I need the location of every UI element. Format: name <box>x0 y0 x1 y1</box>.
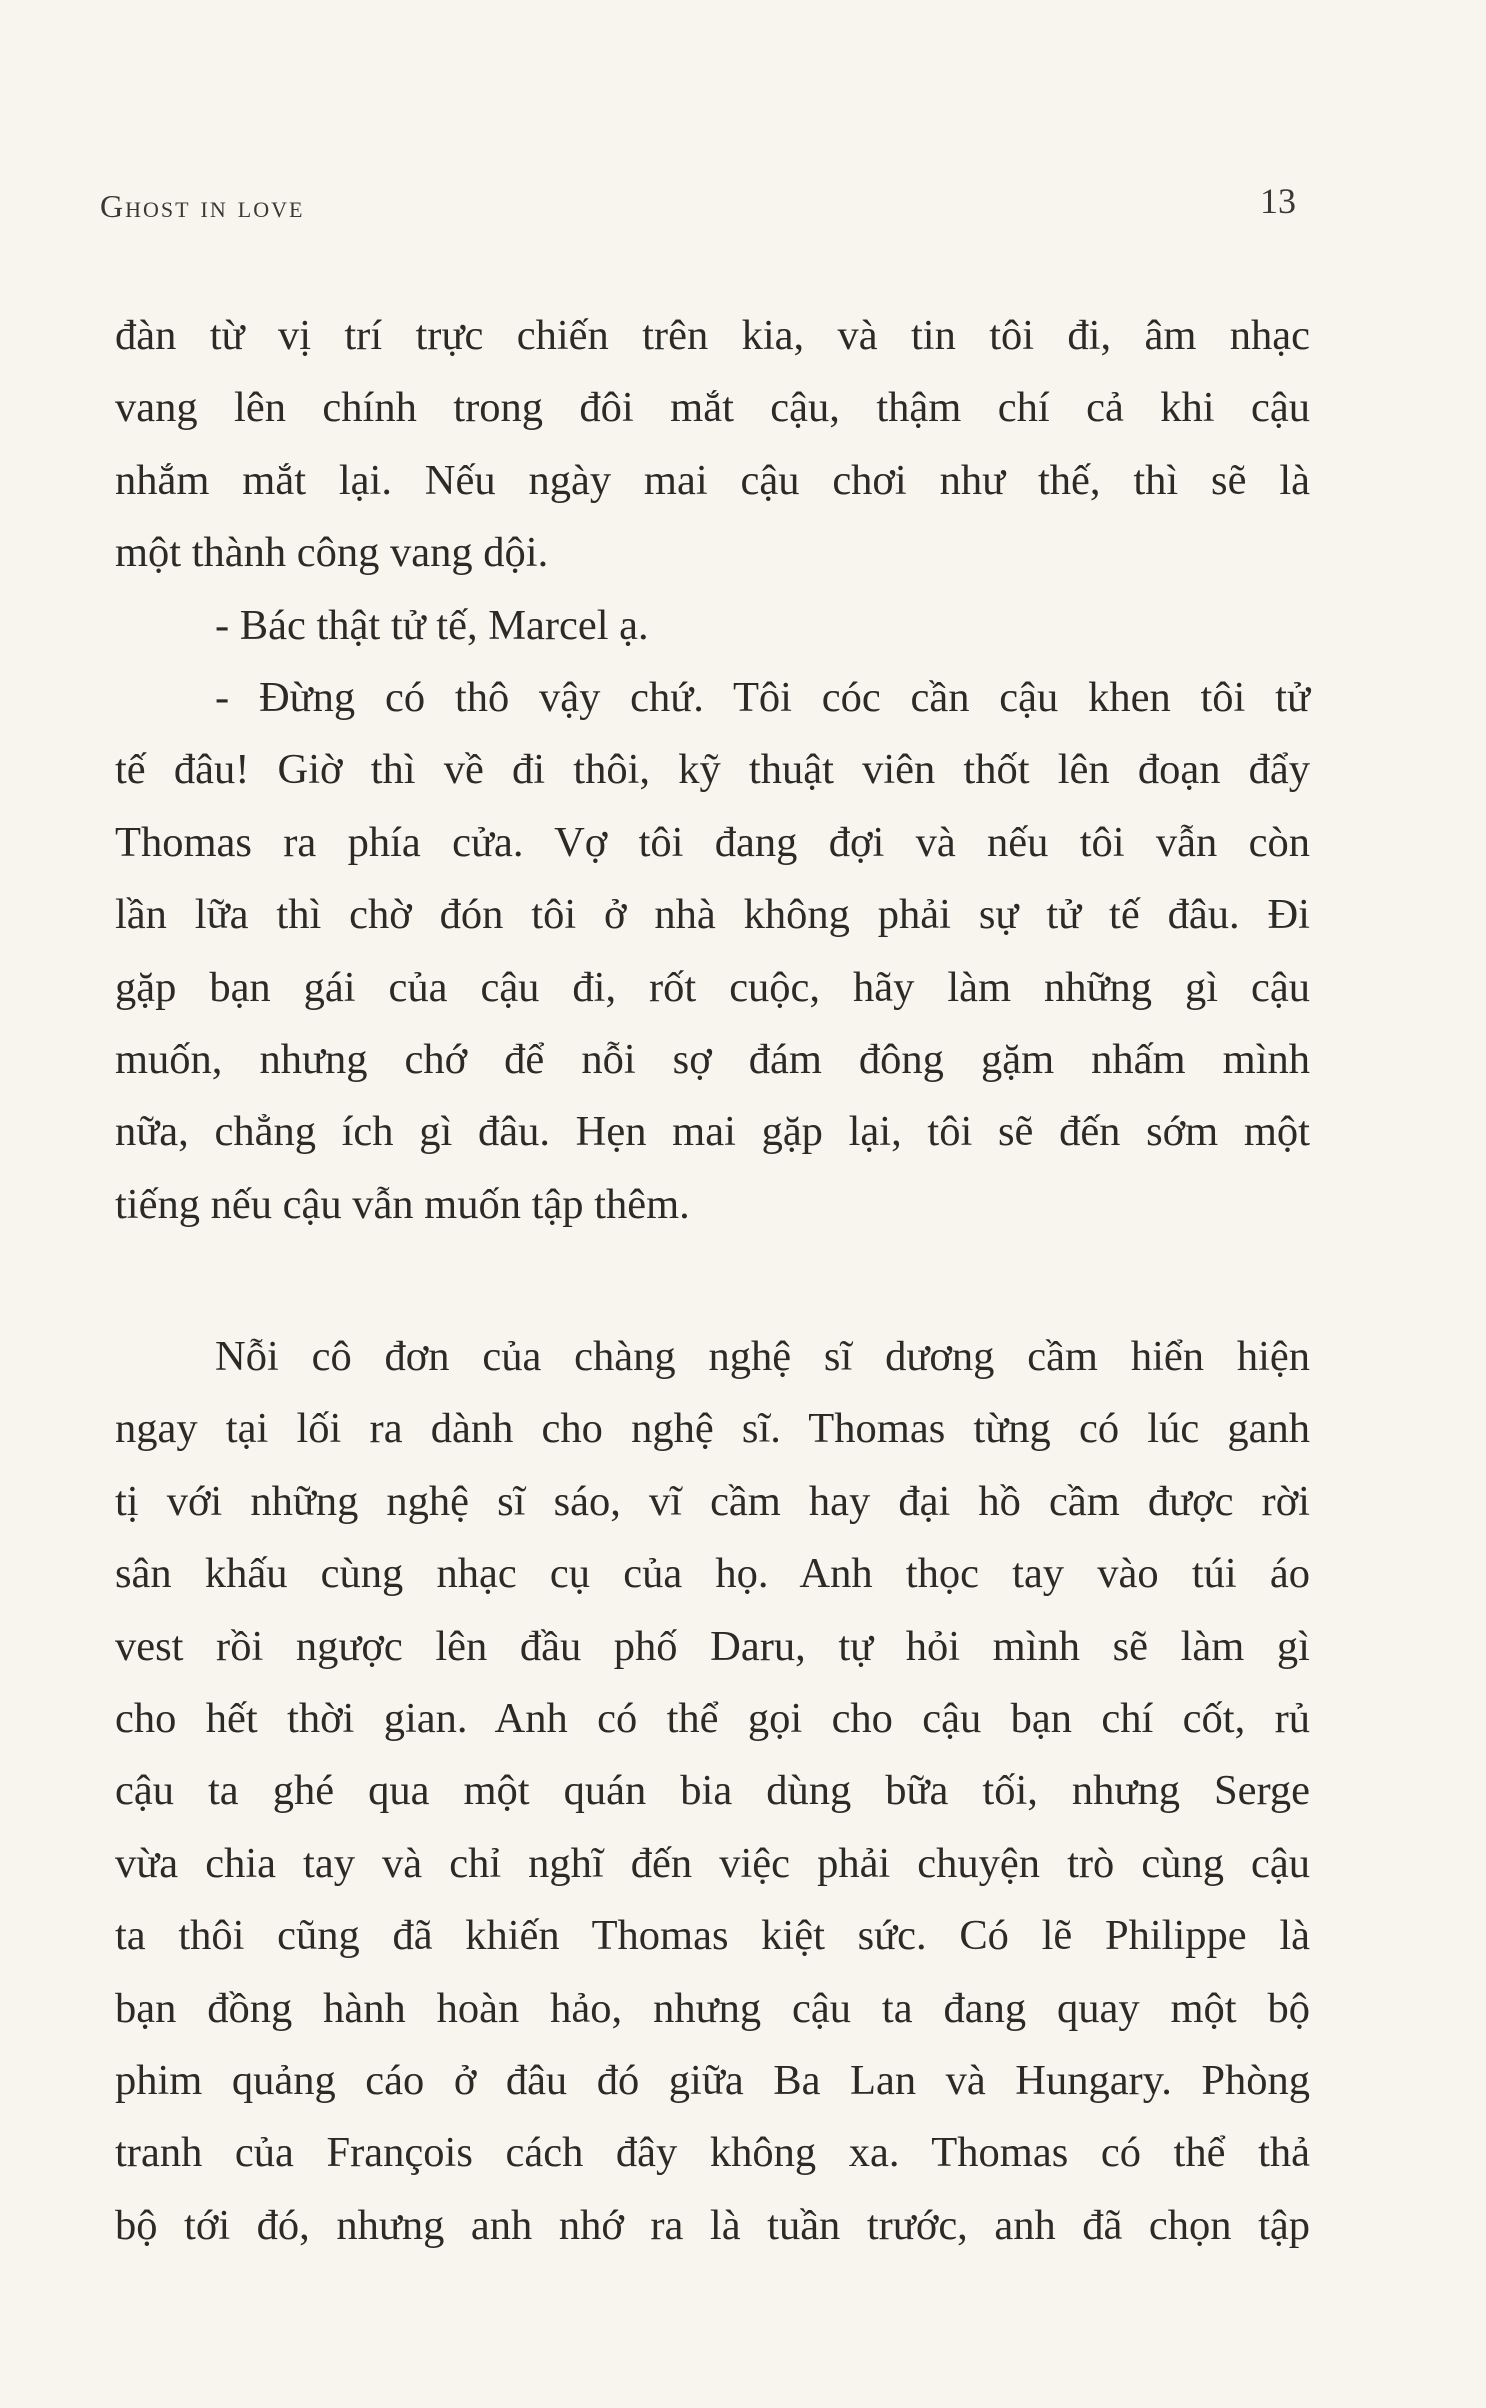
text-line: tiếng nếu cậu vẫn muốn tập thêm. <box>115 1180 690 1228</box>
text-line: bộ tới đó, nhưng anh nhớ ra là tuần trước, anh đã chọn tập <box>115 2201 1310 2249</box>
text-line: tế đâu! Giờ thì về đi thôi, kỹ thuật viên thốt lên đoạn đẩy <box>115 746 1310 794</box>
text-line: ta thôi cũng đã khiến Thomas kiệt sức. Có lẽ Philippe là <box>115 1912 1310 1960</box>
text-line: muốn, nhưng chớ để nỗi sợ đám đông gặm nhấm mình <box>115 1035 1310 1083</box>
text-line: vest rồi ngược lên đầu phố Daru, tự hỏi mình sẽ làm gì <box>115 1622 1310 1670</box>
text-line: một thành công vang dội. <box>115 529 549 577</box>
text-line: đàn từ vị trí trực chiến trên kia, và tin tôi đi, âm nhạc <box>115 312 1310 359</box>
text-line: Thomas ra phía cửa. Vợ tôi đang đợi và nếu tôi vẫn còn <box>115 818 1310 866</box>
page-number: 13 <box>1260 181 1296 221</box>
section-break <box>115 1241 1310 1321</box>
page-body <box>115 300 1310 2262</box>
running-title: Ghost in love <box>100 188 305 224</box>
text-line: vang lên chính trong đôi mắt cậu, thậm chí cả khi cậu <box>115 384 1310 432</box>
dialogue-line: - Đừng có thô vậy chứ. Tôi cóc cần cậu khen tôi tử <box>215 673 1310 721</box>
text-line: nữa, chẳng ích gì đâu. Hẹn mai gặp lại, tôi sẽ đến sớm một <box>115 1108 1310 1156</box>
text-line: nhắm mắt lại. Nếu ngày mai cậu chơi như thế, thì sẽ là <box>115 456 1310 504</box>
text-line: tranh của François cách đây không xa. Thomas có thể thả <box>115 2129 1310 2177</box>
paragraph-first-line: Nỗi cô đơn của chàng nghệ sĩ dương cầm hiển hiện <box>215 1333 1310 1381</box>
text-line: gặp bạn gái của cậu đi, rốt cuộc, hãy làm những gì cậu <box>115 963 1310 1011</box>
text-line: cậu ta ghé qua một quán bia dùng bữa tối, nhưng Serge <box>115 1767 1310 1815</box>
dialogue-line: - Bác thật tử tế, Marcel ạ. <box>215 601 649 649</box>
text-line: cho hết thời gian. Anh có thể gọi cho cậu bạn chí cốt, rủ <box>115 1695 1310 1743</box>
text-line: ngay tại lối ra dành cho nghệ sĩ. Thomas từng có lúc ganh <box>115 1405 1310 1453</box>
text-line: vừa chia tay và chỉ nghĩ đến việc phải chuyện trò cùng cậu <box>115 1839 1310 1887</box>
text-line: phim quảng cáo ở đâu đó giữa Ba Lan và Hungary. Phòng <box>115 2056 1310 2104</box>
text-line: bạn đồng hành hoàn hảo, nhưng cậu ta đang quay một bộ <box>115 1984 1310 2032</box>
text-line: sân khấu cùng nhạc cụ của họ. Anh thọc tay vào túi áo <box>115 1550 1310 1598</box>
text-line: tị với những nghệ sĩ sáo, vĩ cầm hay đại hồ cầm được rời <box>115 1477 1310 1525</box>
text-line: lần lữa thì chờ đón tôi ở nhà không phải sự tử tế đâu. Đi <box>115 891 1310 939</box>
